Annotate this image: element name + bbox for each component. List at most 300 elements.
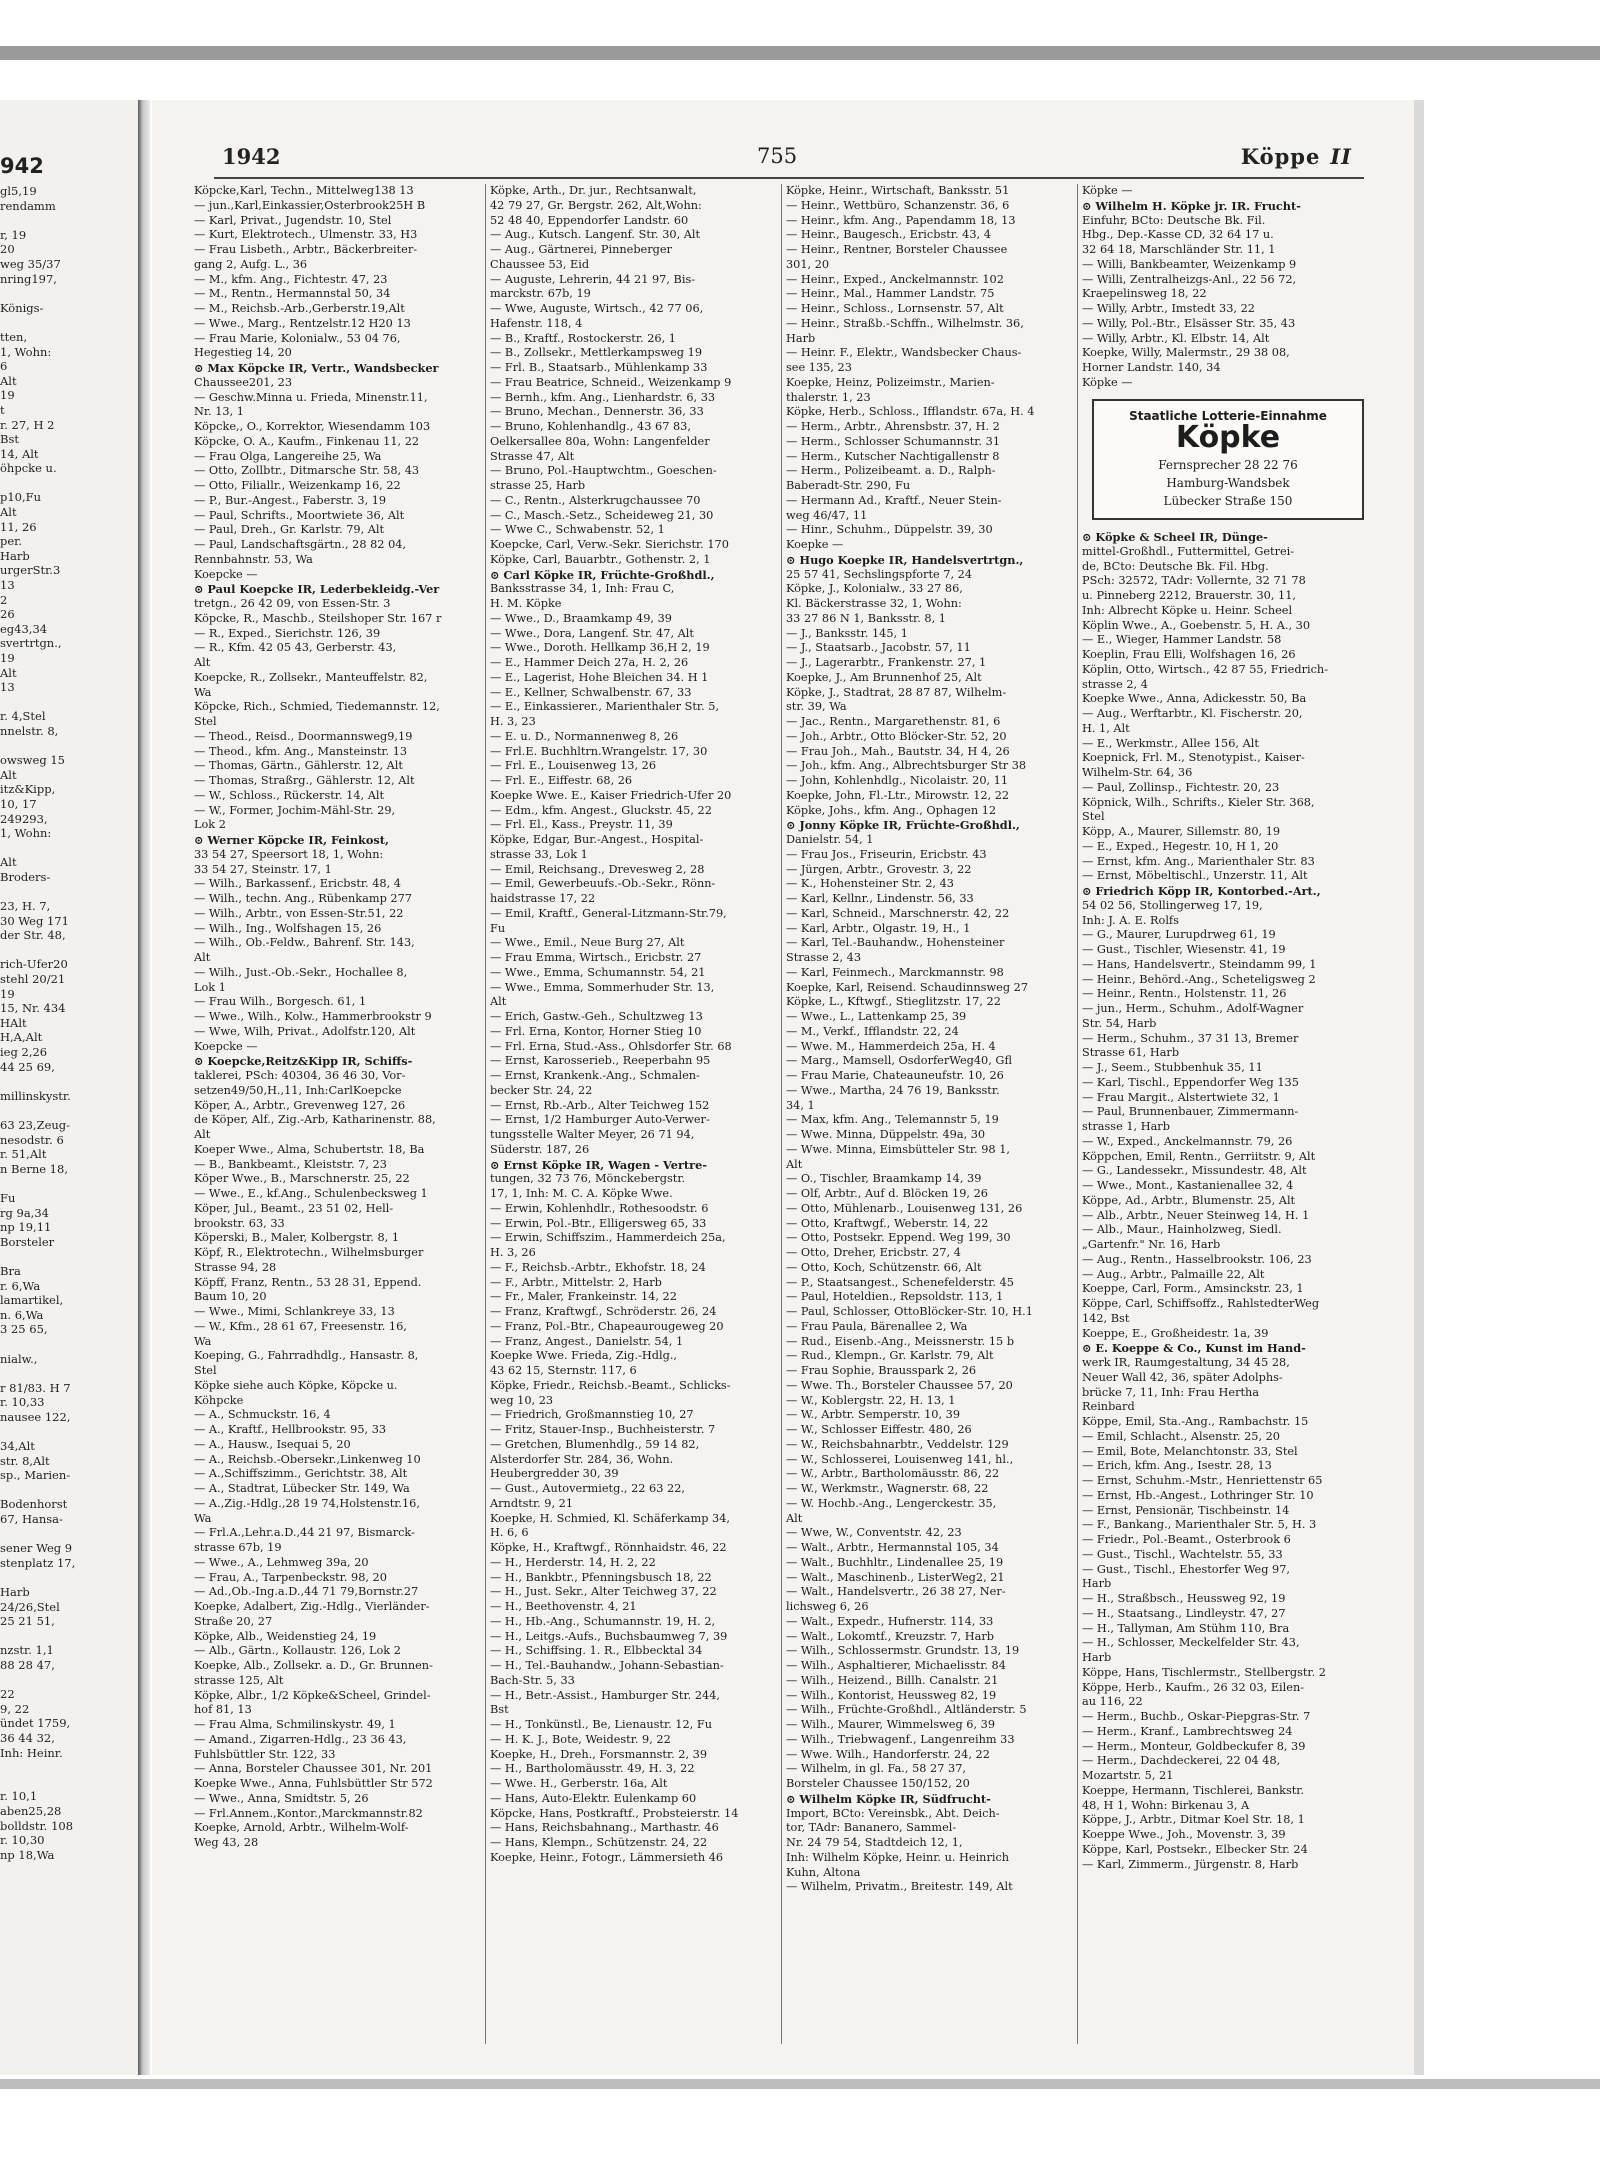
directory-entry-line: — Frau Sophie, Brausspark 2, 26 bbox=[786, 1364, 977, 1377]
left-page-line: 34,Alt bbox=[0, 1439, 35, 1454]
left-page-lines bbox=[0, 184, 138, 1862]
directory-entry-line: Koepke, H. Schmied, Kl. Schäferkamp 34, bbox=[490, 1511, 731, 1525]
directory-entry-line: Köppe, Herb., Kaufm., 26 32 03, Eilen- bbox=[1082, 1680, 1305, 1694]
directory-entry-line: Köpke, Johs., kfm. Ang., Ophagen 12 bbox=[786, 803, 997, 817]
directory-entry-line: werk IR, Raumgestaltung, 34 45 28, bbox=[1082, 1356, 1290, 1369]
directory-entry-line: — M., Rentn., Hermannstal 50, 34 bbox=[194, 287, 391, 301]
left-page-line: 44 25 69, bbox=[0, 1059, 55, 1074]
directory-entry-line: — K., Hohensteiner Str. 2, 43 bbox=[786, 877, 954, 891]
directory-entry-line: — Emil, Schlacht., Alsenstr. 25, 20 bbox=[1082, 1429, 1280, 1443]
directory-entry-line: Hafenstr. 118, 4 bbox=[490, 316, 583, 330]
directory-entry-line: — Walt., Handelsvertr., 26 38 27, Ner- bbox=[786, 1585, 1006, 1599]
directory-entry-line: 48, H 1, Wohn: Birkenau 3, A bbox=[1082, 1798, 1250, 1812]
directory-entry-line: Horner Landstr. 140, 34 bbox=[1082, 361, 1221, 374]
directory-entry-line: — Thomas, Gärtn., Gählerstr. 12, Alt bbox=[194, 759, 403, 773]
directory-entry-line: — H., Hb.-Ang., Schumannstr. 19, H. 2, bbox=[490, 1614, 716, 1628]
column-divider bbox=[485, 184, 486, 2044]
directory-entry-line: Harb bbox=[1082, 1651, 1112, 1664]
directory-entry-line: — W., Schlosserei, Louisenweg 141, hl., bbox=[786, 1452, 1014, 1466]
directory-entry-line: — Paul, Brunnenbauer, Zimmermann- bbox=[1082, 1105, 1299, 1119]
directory-entry-line: — Emil, Kraftf., General-Litzmann-Str.79, bbox=[490, 906, 727, 920]
directory-entry-line: Banksstrasse 34, 1, Inh: Frau C, bbox=[490, 582, 675, 596]
left-page-line: millinskystr. bbox=[0, 1088, 71, 1103]
ad-name: Köpke bbox=[1175, 420, 1281, 456]
left-page-line bbox=[0, 695, 138, 710]
directory-entry-line: H. 1, Alt bbox=[1082, 721, 1130, 735]
directory-entry-line: — C., Rentn., Alsterkrugchaussee 70 bbox=[490, 493, 701, 507]
directory-entry-line: — Otto, Filiallr., Weizenkamp 16, 22 bbox=[194, 479, 401, 492]
left-page-line: Harb bbox=[0, 1585, 30, 1599]
directory-entry-line: — Walt., Lokomtf., Kreuzstr. 7, Harb bbox=[786, 1629, 994, 1643]
directory-entry-line: Fu bbox=[490, 921, 506, 935]
directory-entry-line: Arndtstr. 9, 21 bbox=[490, 1496, 574, 1510]
directory-entry-line: — H., Just. Sekr., Alter Teichweg 37, 22 bbox=[490, 1585, 717, 1599]
directory-entry-line: — Hans, Klempn., Schützenstr. 24, 22 bbox=[490, 1836, 708, 1849]
directory-entry-line: — E. u. D., Normannenweg 8, 26 bbox=[490, 729, 679, 743]
directory-entry-line: — H., Straßbsch., Heussweg 92, 19 bbox=[1082, 1592, 1286, 1605]
left-page-line: 19 bbox=[0, 651, 15, 665]
directory-entry-line: Köpff, Franz, Rentn., 53 28 31, Eppend. bbox=[194, 1275, 422, 1289]
directory-entry-line: — Walt., Buchhltr., Lindenallee 25, 19 bbox=[786, 1555, 1004, 1569]
left-page-line: ündet 1759, bbox=[0, 1716, 71, 1731]
directory-entry-line: ⊙ Ernst Köpke IR, Wagen - Vertre- bbox=[490, 1157, 707, 1172]
directory-entry-line: — Ad.,Ob.-Ing.a.D.,44 71 79,Bornstr.27 bbox=[194, 1585, 419, 1599]
left-page-line: Fu bbox=[0, 1190, 16, 1205]
left-page-line: nring197, bbox=[0, 271, 57, 286]
directory-entry-line: Lok 1 bbox=[194, 980, 226, 994]
directory-entry-line: — Willi, Zentralheizgs-Anl., 22 56 72, bbox=[1082, 272, 1297, 286]
directory-entry-line: — Willy, Pol.-Btr., Elsässer Str. 35, 43 bbox=[1082, 316, 1296, 330]
directory-entry-line: — Wilh., techn. Ang., Rübenkamp 277 bbox=[194, 892, 412, 905]
directory-entry-line: — R., Kfm. 42 05 43, Gerberstr. 43, bbox=[194, 641, 397, 655]
directory-entry-line: — Amand., Zigarren-Hdlg., 23 36 43, bbox=[194, 1732, 407, 1746]
directory-entry-line: — Rud., Eisenb.-Ang., Meissnerstr. 15 b bbox=[786, 1334, 1015, 1348]
left-page-line: nnelstr. 8, bbox=[0, 723, 59, 738]
scan-top-edge bbox=[0, 46, 1600, 60]
directory-entry-line: — Frau Wilh., Borgesch. 61, 1 bbox=[194, 995, 367, 1009]
directory-entry-line: — Erwin, Pol.-Btr., Elligersweg 65, 33 bbox=[490, 1216, 707, 1230]
directory-entry-line: Wa bbox=[194, 1334, 212, 1348]
directory-entry-line: Koepcke — bbox=[194, 1039, 258, 1053]
directory-entry-line: ⊙ Köpke & Scheel IR, Dünge- bbox=[1082, 530, 1268, 544]
left-page-line: nausee 122, bbox=[0, 1409, 71, 1424]
directory-entry-line: ⊙ E. Koeppe & Co., Kunst im Hand- bbox=[1082, 1341, 1306, 1356]
left-page-line: Alt bbox=[0, 665, 17, 680]
directory-entry-line: Köplin, Otto, Wirtsch., 42 87 55, Friedrich- bbox=[1082, 662, 1329, 676]
left-page-line: 23, H. 7, bbox=[0, 899, 51, 914]
directory-entry-line: — Theod., kfm. Ang., Mansteinstr. 13 bbox=[194, 744, 408, 758]
directory-entry-line: — Heinr., kfm. Ang., Papendamm 18, 13 bbox=[786, 213, 1016, 227]
directory-entry-line: — Otto, Mühlenarb., Louisenweg 131, 26 bbox=[786, 1201, 1023, 1215]
directory-entry-line: ⊙ Carl Köpke IR, Früchte-Großhdl., bbox=[490, 567, 715, 582]
directory-entry-line: — Heinr., Behörd.-Ang., Scheteligsweg 2 bbox=[1082, 972, 1316, 986]
directory-entry-line: — Wilh., Kontorist, Heussweg 82, 19 bbox=[786, 1688, 997, 1702]
left-page-line: 249293, bbox=[0, 811, 48, 826]
directory-entry-line: — Emil, Gewerbeuufs.-Ob.-Sekr., Rönn- bbox=[490, 877, 716, 891]
directory-entry-line: — Wilhelm, in gl. Fa., 58 27 37, bbox=[786, 1762, 966, 1776]
directory-entry-line: — W., Former, Jochim-Mähl-Str. 29, bbox=[194, 803, 396, 817]
directory-entry-line: — Franz, Kraftwgf., Schröderstr. 26, 24 bbox=[490, 1305, 717, 1318]
directory-entry-line: Köplin Wwe., A., Goebenstr. 5, H. A., 30 bbox=[1082, 618, 1311, 632]
directory-entry-line: — Aug., Rentn., Hasselbrookstr. 106, 23 bbox=[1082, 1252, 1312, 1266]
directory-entry-line: Köppe, Hans, Tischlermstr., Stellbergstr. 2 bbox=[1082, 1665, 1326, 1679]
directory-entry-line: — Wilh., Just.-Ob.-Sekr., Hochallee 8, bbox=[194, 965, 408, 979]
directory-entry-line: — J., Lagerarbtr., Frankenstr. 27, 1 bbox=[786, 656, 987, 669]
left-page-line: H,A,Alt bbox=[0, 1030, 43, 1045]
left-page-line bbox=[0, 841, 138, 856]
directory-entry-line: strasse 125, Alt bbox=[194, 1673, 284, 1687]
directory-entry-line: Koepke, Willy, Malermstr., 29 38 08, bbox=[1082, 346, 1290, 360]
directory-entry-line: — W., Arbtr., Bartholomäusstr. 86, 22 bbox=[786, 1467, 1000, 1481]
directory-entry-line: brücke 7, 11, Inh: Frau Hertha bbox=[1082, 1385, 1260, 1399]
directory-entry-line: Alt bbox=[490, 995, 507, 1009]
directory-entry-line: strasse 33, Lok 1 bbox=[490, 847, 588, 861]
directory-entry-line: — Frau Margit., Alstertwiete 32, 1 bbox=[1082, 1090, 1280, 1104]
directory-entry-line: — Erich, Gastw.-Geh., Schultzweg 13 bbox=[490, 1010, 703, 1023]
directory-entry-line: — Karl, Feinmech., Marckmannstr. 98 bbox=[786, 965, 1004, 979]
left-page-line: r. 10,33 bbox=[0, 1395, 45, 1410]
left-page-line bbox=[0, 315, 138, 330]
directory-entry-line: Köpke, J., Stadtrat, 28 87 87, Wilhelm- bbox=[786, 685, 1007, 699]
directory-entry-line: 42 79 27, Gr. Bergstr. 262, Alt,Wohn: bbox=[490, 198, 702, 212]
directory-entry-line: — Wwe. Wilh., Handorferstr. 24, 22 bbox=[786, 1747, 990, 1761]
directory-entry-line: Wa bbox=[194, 685, 212, 699]
directory-entry-line: Koepcke, R., Zollsekr., Manteuffelstr. 82, bbox=[194, 670, 428, 684]
directory-entry-line: — A.,Schiffszimm., Gerichtstr. 38, Alt bbox=[194, 1467, 408, 1481]
directory-entry-line: 54 02 56, Stollingerweg 17, 19, bbox=[1082, 898, 1263, 912]
left-page-line: eg43,34 bbox=[0, 621, 48, 636]
directory-entry-line: — Edm., kfm. Angest., Gluckstr. 45, 22 bbox=[490, 803, 712, 817]
directory-entry-line: Koepke Wwe., Anna, Adickesstr. 50, Ba bbox=[1082, 692, 1307, 706]
directory-entry-line: Straße 20, 27 bbox=[194, 1614, 273, 1628]
directory-entry-line: — Frau Lisbeth., Arbtr., Bäckerbreiter- bbox=[194, 243, 418, 256]
directory-entry-line: — Franz, Pol.-Btr., Chapeaurougeweg 20 bbox=[490, 1319, 724, 1333]
directory-entry-line: — Joh., Arbtr., Otto Blöcker-Str. 52, 20 bbox=[786, 729, 1007, 743]
left-page-line: stehl 20/21 bbox=[0, 972, 66, 987]
left-page-line: r, 19 bbox=[0, 227, 27, 242]
directory-entry-line: Köpf, R., Elektrotechn., Wilhelmsburger bbox=[194, 1246, 424, 1259]
directory-entry-line: gang 2, Aufg. L., 36 bbox=[194, 257, 308, 271]
directory-entry-line: 33 54 27, Speersort 18, 1, Wohn: bbox=[194, 847, 384, 861]
directory-entry-line: strasse 25, Harb bbox=[490, 479, 586, 492]
directory-entry-line: — jun.,Karl,Einkassier,Osterbrook25H B bbox=[194, 198, 426, 212]
directory-entry-line: H. 6, 6 bbox=[490, 1526, 529, 1540]
directory-entry-line: — Wwe., D., Braamkamp 49, 39 bbox=[490, 611, 672, 625]
directory-entry-line: — Wilh., Triebwagenf., Langenreihm 33 bbox=[786, 1732, 1015, 1746]
left-page-line bbox=[0, 1673, 138, 1688]
directory-entry-line: 43 62 15, Sternstr. 117, 6 bbox=[490, 1364, 637, 1377]
left-page-line: 24/26,Stel bbox=[0, 1599, 60, 1614]
directory-entry-line: Köpke, J., Kolonialw., 33 27 86, bbox=[786, 582, 963, 596]
directory-entry-line: — Paul, Schlosser, OttoBlöcker-Str. 10, H.1 bbox=[786, 1305, 1033, 1318]
directory-entry-line: — H., Beethovenstr. 4, 21 bbox=[490, 1600, 637, 1613]
left-page-line: Borsteler bbox=[0, 1234, 55, 1249]
left-page-line: lamartikel, bbox=[0, 1293, 64, 1308]
directory-entry-line: — Erwin, Schiffszim., Hammerdeich 25a, bbox=[490, 1231, 726, 1245]
directory-entry-line: — Herm., Buchb., Oskar-Piepgras-Str. 7 bbox=[1082, 1710, 1311, 1723]
directory-entry-line: Köperski, B., Maler, Kolbergstr. 8, 1 bbox=[194, 1231, 400, 1245]
directory-entry-line: — P., Bur.-Angest., Faberstr. 3, 19 bbox=[194, 493, 387, 507]
directory-entry-line: — Hermann Ad., Kraftf., Neuer Stein- bbox=[786, 493, 1002, 507]
directory-entry-line: — W., Werkmstr., Wagnerstr. 68, 22 bbox=[786, 1482, 989, 1495]
left-page-line: Bst bbox=[0, 432, 19, 447]
directory-entry-line: — Frl. B., Staatsarb., Mühlenkamp 33 bbox=[490, 361, 708, 374]
directory-entry-line: au 116, 22 bbox=[1082, 1695, 1143, 1709]
directory-entry-line: — Jac., Rentn., Margarethenstr. 81, 6 bbox=[786, 715, 1001, 728]
directory-entry-line: PSch: 32572, TAdr: Vollernte, 32 71 78 bbox=[1082, 574, 1306, 588]
directory-entry-line: — Heinr., Straßb.-Schffn., Wilhelmstr. 36, bbox=[786, 316, 1024, 330]
directory-entry-line: Alt bbox=[194, 656, 211, 669]
directory-entry-line: — Fritz, Stauer-Insp., Buchheisterstr. 7 bbox=[490, 1423, 716, 1436]
directory-entry-line: — Ernst, Hb.-Angest., Lothringer Str. 10 bbox=[1082, 1488, 1314, 1502]
directory-entry-line: — Herm., Kutscher Nachtigallenstr 8 bbox=[786, 449, 1000, 463]
directory-entry-line: — Paul, Zollinsp., Fichtestr. 20, 23 bbox=[1082, 780, 1280, 794]
directory-entry-line: — Aug., Arbtr., Palmaille 22, Alt bbox=[1082, 1267, 1265, 1281]
directory-entry-line: Inh: Wilhelm Köpke, Heinr. u. Heinrich bbox=[786, 1850, 1010, 1864]
directory-entry-line: — Wwe., Marg., Rentzelstr.12 H20 13 bbox=[194, 316, 411, 330]
directory-entry-line: Köpke, Carl, Bauarbtr., Gothenstr. 2, 1 bbox=[490, 552, 711, 566]
left-page-line: Alt bbox=[0, 767, 17, 782]
directory-entry-line: — Anna, Borsteler Chaussee 301, Nr. 201 bbox=[194, 1762, 433, 1776]
directory-entry-line: — H., Betr.-Assist., Hamburger Str. 244, bbox=[490, 1688, 720, 1702]
directory-entry-line: Koepke, H., Dreh., Forsmannstr. 2, 39 bbox=[490, 1747, 708, 1761]
left-page-line: 30 Weg 171 bbox=[0, 913, 69, 928]
directory-entry-line: — Paul, Schrifts., Moortwiete 36, Alt bbox=[194, 508, 405, 522]
directory-entry-line: — Theod., Reisd., Doormannsweg9,19 bbox=[194, 729, 413, 743]
directory-entry-line: — Hans, Reichsbahnang., Marthastr. 46 bbox=[490, 1821, 719, 1835]
directory-entry-line: Reinbard bbox=[1082, 1400, 1135, 1414]
directory-entry-line: — Frl. El., Kass., Preystr. 11, 39 bbox=[490, 818, 673, 832]
directory-entry-line: — Karl, Schneid., Marschnerstr. 42, 22 bbox=[786, 906, 1010, 920]
directory-entry-line: — Heinr., Exped., Anckelmannstr. 102 bbox=[786, 272, 1004, 286]
left-page-line: r. 51,Alt bbox=[0, 1147, 47, 1162]
directory-entry-line: — W., Schlosser Eiffestr. 480, 26 bbox=[786, 1423, 972, 1436]
directory-entry-line: Oelkersallee 80a, Wohn: Langenfelder bbox=[490, 434, 710, 448]
directory-entry-line: Süderstr. 187, 26 bbox=[490, 1142, 590, 1156]
directory-entry-line: Koepke Wwe., Anna, Fuhlsbüttler Str 572 bbox=[194, 1777, 433, 1790]
directory-entry-line: — Thomas, Straßrg., Gählerstr. 12, Alt bbox=[194, 774, 415, 787]
scan-bottom-edge bbox=[0, 2079, 1600, 2089]
directory-entry-line: Wa bbox=[194, 1511, 212, 1525]
left-page-heading: 942 bbox=[0, 154, 44, 178]
directory-entry-line: Koepke — bbox=[786, 538, 844, 551]
directory-entry-line: Kraepelinsweg 18, 22 bbox=[1082, 287, 1207, 301]
directory-entry-line: Koepke Wwe. Frieda, Zig.-Hdlg., bbox=[490, 1349, 678, 1363]
directory-entry-line: Koepke Wwe. E., Kaiser Friedrich-Ufer 20 bbox=[490, 788, 732, 802]
directory-entry-line: — Heinr., Rentn., Holstenstr. 11, 26 bbox=[1082, 987, 1287, 1001]
directory-entry-line: — Friedr., Pol.-Beamt., Osterbrook 6 bbox=[1082, 1533, 1291, 1546]
left-page-line: np 18,Wa bbox=[0, 1847, 55, 1862]
directory-entry-line: — B., Zollsekr., Mettlerkampsweg 19 bbox=[490, 346, 703, 360]
directory-entry-line: taklerei, PSch: 40304, 36 46 30, Vor- bbox=[194, 1069, 406, 1082]
entry-column-2 bbox=[490, 184, 776, 2044]
directory-entry-line: — Bruno, Kohlenhandlg., 43 67 83, bbox=[490, 420, 691, 433]
directory-entry-line: Köpke, Herb., Schloss., Ifflandstr. 67a, H. 4 bbox=[786, 405, 1035, 419]
directory-entry-line: — jun., Herm., Schuhm., Adolf-Wagner bbox=[1082, 1002, 1304, 1015]
directory-entry-line: Danielstr. 54, 1 bbox=[786, 833, 874, 846]
left-page-line bbox=[0, 286, 138, 301]
directory-entry-line: becker Str. 24, 22 bbox=[490, 1083, 593, 1097]
entry-column-3 bbox=[786, 184, 1072, 2044]
directory-entry-line: — M., kfm. Ang., Fichtestr. 47, 23 bbox=[194, 272, 388, 286]
directory-entry-line: — F., Bankang., Marienthaler Str. 5, H. 3 bbox=[1082, 1518, 1317, 1532]
directory-entry-line: ⊙ Koepcke,Reitz&Kipp IR, Schiffs- bbox=[194, 1054, 413, 1069]
directory-entry-line: Koeppe, Hermann, Tischlerei, Bankstr. bbox=[1082, 1783, 1305, 1797]
left-page-line bbox=[0, 213, 138, 228]
directory-entry-line: brookstr. 63, 33 bbox=[194, 1216, 285, 1230]
directory-entry-line: — Marg., Mamsell, OsdorferWeg40, Gfl bbox=[786, 1054, 1012, 1068]
directory-entry-line: — W., Schloss., Rückerstr. 14, Alt bbox=[194, 788, 385, 802]
directory-entry-line: — G., Maurer, Lurupdrweg 61, 19 bbox=[1082, 928, 1276, 942]
directory-entry-line: Strasse 47, Alt bbox=[490, 449, 575, 463]
directory-entry-line: — Frl. Erna, Kontor, Horner Stieg 10 bbox=[490, 1024, 702, 1038]
directory-entry-line: — Bernh., kfm. Ang., Lienhardstr. 6, 33 bbox=[490, 390, 716, 404]
left-page-line: r. 6,Wa bbox=[0, 1278, 41, 1293]
left-page-line bbox=[0, 1249, 138, 1264]
directory-entry-line: strasse 2, 4 bbox=[1082, 677, 1148, 691]
directory-entry-line: — Frau Olga, Langereihe 25, Wa bbox=[194, 449, 382, 463]
left-page-line: aben25,28 bbox=[0, 1803, 62, 1818]
directory-entry-line: Strasse 61, Harb bbox=[1082, 1046, 1180, 1060]
left-page-line: nialw., bbox=[0, 1351, 38, 1366]
directory-entry-line: Alt bbox=[194, 951, 211, 964]
left-page-line bbox=[0, 943, 138, 958]
directory-entry-line: — Wilh., Heizend., Billh. Canalstr. 21 bbox=[786, 1673, 999, 1687]
directory-entry-line: — Gust., Tischl., Wachtelstr. 55, 33 bbox=[1082, 1547, 1283, 1561]
left-page-line: tten, bbox=[0, 329, 28, 344]
directory-entry-line: Köpke, Heinr., Wirtschaft, Banksstr. 51 bbox=[786, 184, 1010, 197]
directory-entry-line: Koepke, Arnold, Arbtr., Wilhelm-Wolf- bbox=[194, 1821, 409, 1835]
directory-entry-line: Koeper Wwe., Alma, Schubertstr. 18, Ba bbox=[194, 1142, 425, 1156]
left-page-line: 20 bbox=[0, 242, 15, 257]
directory-entry-line: — W., Koblergstr. 22, H. 13, 1 bbox=[786, 1393, 956, 1407]
directory-entry-line: Koepnick, Frl. M., Stenotypist., Kaiser- bbox=[1082, 751, 1305, 765]
left-page-line: sener Weg 9 bbox=[0, 1541, 73, 1556]
left-page-line: Broders- bbox=[0, 869, 51, 884]
directory-entry-line: — Ernst, 1/2 Hamburger Auto-Verwer- bbox=[490, 1113, 710, 1127]
directory-entry-line: — Wwe, Auguste, Wirtsch., 42 77 06, bbox=[490, 302, 704, 315]
directory-entry-line: — Frau Jos., Friseurin, Ericbstr. 43 bbox=[786, 847, 987, 861]
directory-entry-line: Stel bbox=[1082, 810, 1105, 824]
directory-entry-line: — H., Herderstr. 14, H. 2, 22 bbox=[490, 1555, 656, 1569]
directory-entry-line: — Wilhelm, Privatm., Breitestr. 149, Alt bbox=[786, 1880, 1013, 1894]
left-page-line: Alt bbox=[0, 505, 17, 520]
directory-entry-line: — Frau Marie, Chateauneufstr. 10, 26 bbox=[786, 1069, 1004, 1082]
directory-entry-line: — Wwe., Doroth. Hellkamp 36,H 2, 19 bbox=[490, 641, 710, 655]
left-page-line: stenplatz 17, bbox=[0, 1555, 76, 1570]
directory-entry-line: — Ernst, Karosserieb., Reeperbahn 95 bbox=[490, 1054, 711, 1068]
directory-entry-line: Köppe, J., Arbtr., Ditmar Koel Str. 18, 1 bbox=[1082, 1813, 1305, 1827]
directory-entry-line: 34, 1 bbox=[786, 1098, 815, 1112]
directory-entry-line: — Paul, Hoteldien., Repsoldstr. 113, 1 bbox=[786, 1290, 1004, 1304]
directory-entry-line: — Hinr., Schuhm., Düppelstr. 39, 30 bbox=[786, 523, 993, 537]
directory-entry-line: thalerstr. 1, 23 bbox=[786, 390, 871, 404]
directory-entry-line: — Wilh., Ing., Wolfshagen 15, 26 bbox=[194, 921, 382, 935]
directory-entry-line: Einfuhr, BCto: Deutsche Bk. Fil. bbox=[1082, 213, 1266, 227]
left-page-line: rendamm bbox=[0, 198, 56, 213]
directory-entry-line: Wilhelm-Str. 64, 36 bbox=[1082, 766, 1193, 779]
directory-entry-line: — M., Reichsb.-Arb.,Gerberstr.19,Alt bbox=[194, 302, 405, 315]
directory-entry-line: — F., Reichsb.-Arbtr., Ekhofstr. 18, 24 bbox=[490, 1260, 706, 1274]
directory-entry-line: — Wwe., Mont., Kastanienallee 32, 4 bbox=[1082, 1179, 1294, 1192]
directory-entry-line: — Karl, Privat., Jugendstr. 10, Stel bbox=[194, 213, 392, 227]
directory-entry-line: — Herm., Dachdeckerei, 22 04 48, bbox=[1082, 1754, 1281, 1768]
directory-entry-line: — H., Tonkünstl., Be, Lienaustr. 12, Fu bbox=[490, 1718, 712, 1731]
directory-entry-line: Koeppe Wwe., Joh., Movenstr. 3, 39 bbox=[1082, 1828, 1286, 1841]
directory-entry-line: — Otto, Dreher, Ericbstr. 27, 4 bbox=[786, 1246, 961, 1259]
ad-city: Hamburg-Wandsbek bbox=[1166, 476, 1290, 490]
directory-entry-line: — B., Kraftf., Rostockerstr. 26, 1 bbox=[490, 331, 676, 345]
directory-entry-line: — Fr., Maler, Frankeinstr. 14, 22 bbox=[490, 1290, 677, 1304]
directory-entry-line: — Gust., Tischler, Wiesenstr. 41, 19 bbox=[1082, 943, 1286, 956]
directory-entry-line: — W., Exped., Anckelmannstr. 79, 26 bbox=[1082, 1134, 1293, 1148]
directory-entry-line: Chaussee201, 23 bbox=[194, 375, 293, 389]
directory-entry-line: — Wilh., Maurer, Wimmelsweg 6, 39 bbox=[786, 1718, 996, 1731]
directory-entry-line: Strasse 94, 28 bbox=[194, 1260, 277, 1274]
directory-entry-line: — Frl. Erna, Stud.-Ass., Ohlsdorfer Str. 68 bbox=[490, 1039, 732, 1053]
directory-entry-line: — Wwe., Martha, 24 76 19, Banksstr. bbox=[786, 1083, 1000, 1097]
directory-page bbox=[152, 100, 1418, 2075]
directory-entry-line: tungen, 32 73 76, Mönckebergstr. bbox=[490, 1172, 686, 1186]
page-header bbox=[222, 144, 1352, 174]
directory-entry-line: 142, Bst bbox=[1082, 1311, 1130, 1325]
directory-entry-line: str. 39, Wa bbox=[786, 700, 847, 714]
left-page-line: der Str. 48, bbox=[0, 928, 66, 943]
directory-entry-line: — Frl. E., Louisenweg 13, 26 bbox=[490, 759, 657, 773]
left-page-line: 25 21 51, bbox=[0, 1614, 55, 1629]
directory-entry-line: — Wwe., Emma, Sommerhuder Str. 13, bbox=[490, 980, 715, 994]
directory-entry-line: Rennbahnstr. 53, Wa bbox=[194, 552, 313, 566]
directory-entry-line: — A., Reichsb.-Obersekr.,Linkenweg 10 bbox=[194, 1452, 421, 1466]
left-page-line: 6 bbox=[0, 359, 8, 374]
directory-entry-line: — E., Werkmstr., Allee 156, Alt bbox=[1082, 736, 1259, 750]
left-page-line: 1, Wohn: bbox=[0, 344, 52, 359]
directory-entry-line: — Walt., Expedr., Hufnerstr. 114, 33 bbox=[786, 1614, 994, 1628]
directory-entry-line: Köpke — bbox=[1082, 184, 1133, 197]
directory-entry-line: — O., Tischler, Braamkamp 14, 39 bbox=[786, 1172, 982, 1186]
directory-entry-line: de, BCto: Deutsche Bk. Fil. Hbg. bbox=[1082, 559, 1269, 573]
directory-entry-line: — Willy, Arbtr., Kl. Elbstr. 14, Alt bbox=[1082, 331, 1270, 345]
directory-entry-line: — Otto, Postsekr. Eppend. Weg 199, 30 bbox=[786, 1231, 1011, 1245]
directory-entry-line: — Alb., Arbtr., Neuer Steinweg 14, H. 1 bbox=[1082, 1208, 1310, 1222]
directory-entry-line: — Bruno, Pol.-Hauptwchtm., Goeschen- bbox=[490, 464, 717, 478]
directory-entry-line: H. 3, 23 bbox=[490, 715, 536, 728]
left-page-line: n. 6,Wa bbox=[0, 1307, 44, 1322]
left-page-line: per. bbox=[0, 534, 23, 549]
directory-entry-line: Stel bbox=[194, 715, 217, 728]
page-year: 1942 bbox=[222, 144, 281, 169]
directory-entry-line: — H., Schiffsing. 1. R., Elbbecktal 34 bbox=[490, 1644, 703, 1658]
directory-entry-line: Köpcke, Rich., Schmied, Tiedemannstr. 12, bbox=[194, 700, 440, 714]
left-page-line: 2 bbox=[0, 592, 8, 607]
directory-entry-line: — J., Banksstr. 145, 1 bbox=[786, 626, 908, 640]
left-page-line: 19 bbox=[0, 388, 15, 403]
left-page-line bbox=[0, 1103, 138, 1118]
left-page-line: Bodenhorst bbox=[0, 1497, 68, 1512]
directory-entry-line: — Karl, Zimmerm., Jürgenstr. 8, Harb bbox=[1082, 1857, 1299, 1871]
left-page-line: r. 27, H 2 bbox=[0, 417, 55, 432]
directory-entry-line: Koepke, Karl, Reisend. Schaudinnsweg 27 bbox=[786, 980, 1029, 994]
left-page-line: 1, Wohn: bbox=[0, 826, 52, 841]
directory-entry-line: Alsterdorfer Str. 284, 36, Wohn. bbox=[490, 1452, 674, 1466]
directory-entry-line: — Gretchen, Blumenhdlg., 59 14 82, bbox=[490, 1437, 700, 1451]
left-page-line: 14, Alt bbox=[0, 446, 39, 461]
directory-entry-line: — W., Reichsbahnarbtr., Veddelstr. 129 bbox=[786, 1437, 1009, 1451]
directory-entry-line: Hegestieg 14, 20 bbox=[194, 346, 292, 360]
left-page-line: 11, 26 bbox=[0, 519, 37, 534]
directory-entry-line: — Frl.A.,Lehr.a.D.,44 21 97, Bismarck- bbox=[194, 1526, 415, 1540]
left-page-line: 15, Nr. 434 bbox=[0, 1001, 66, 1016]
